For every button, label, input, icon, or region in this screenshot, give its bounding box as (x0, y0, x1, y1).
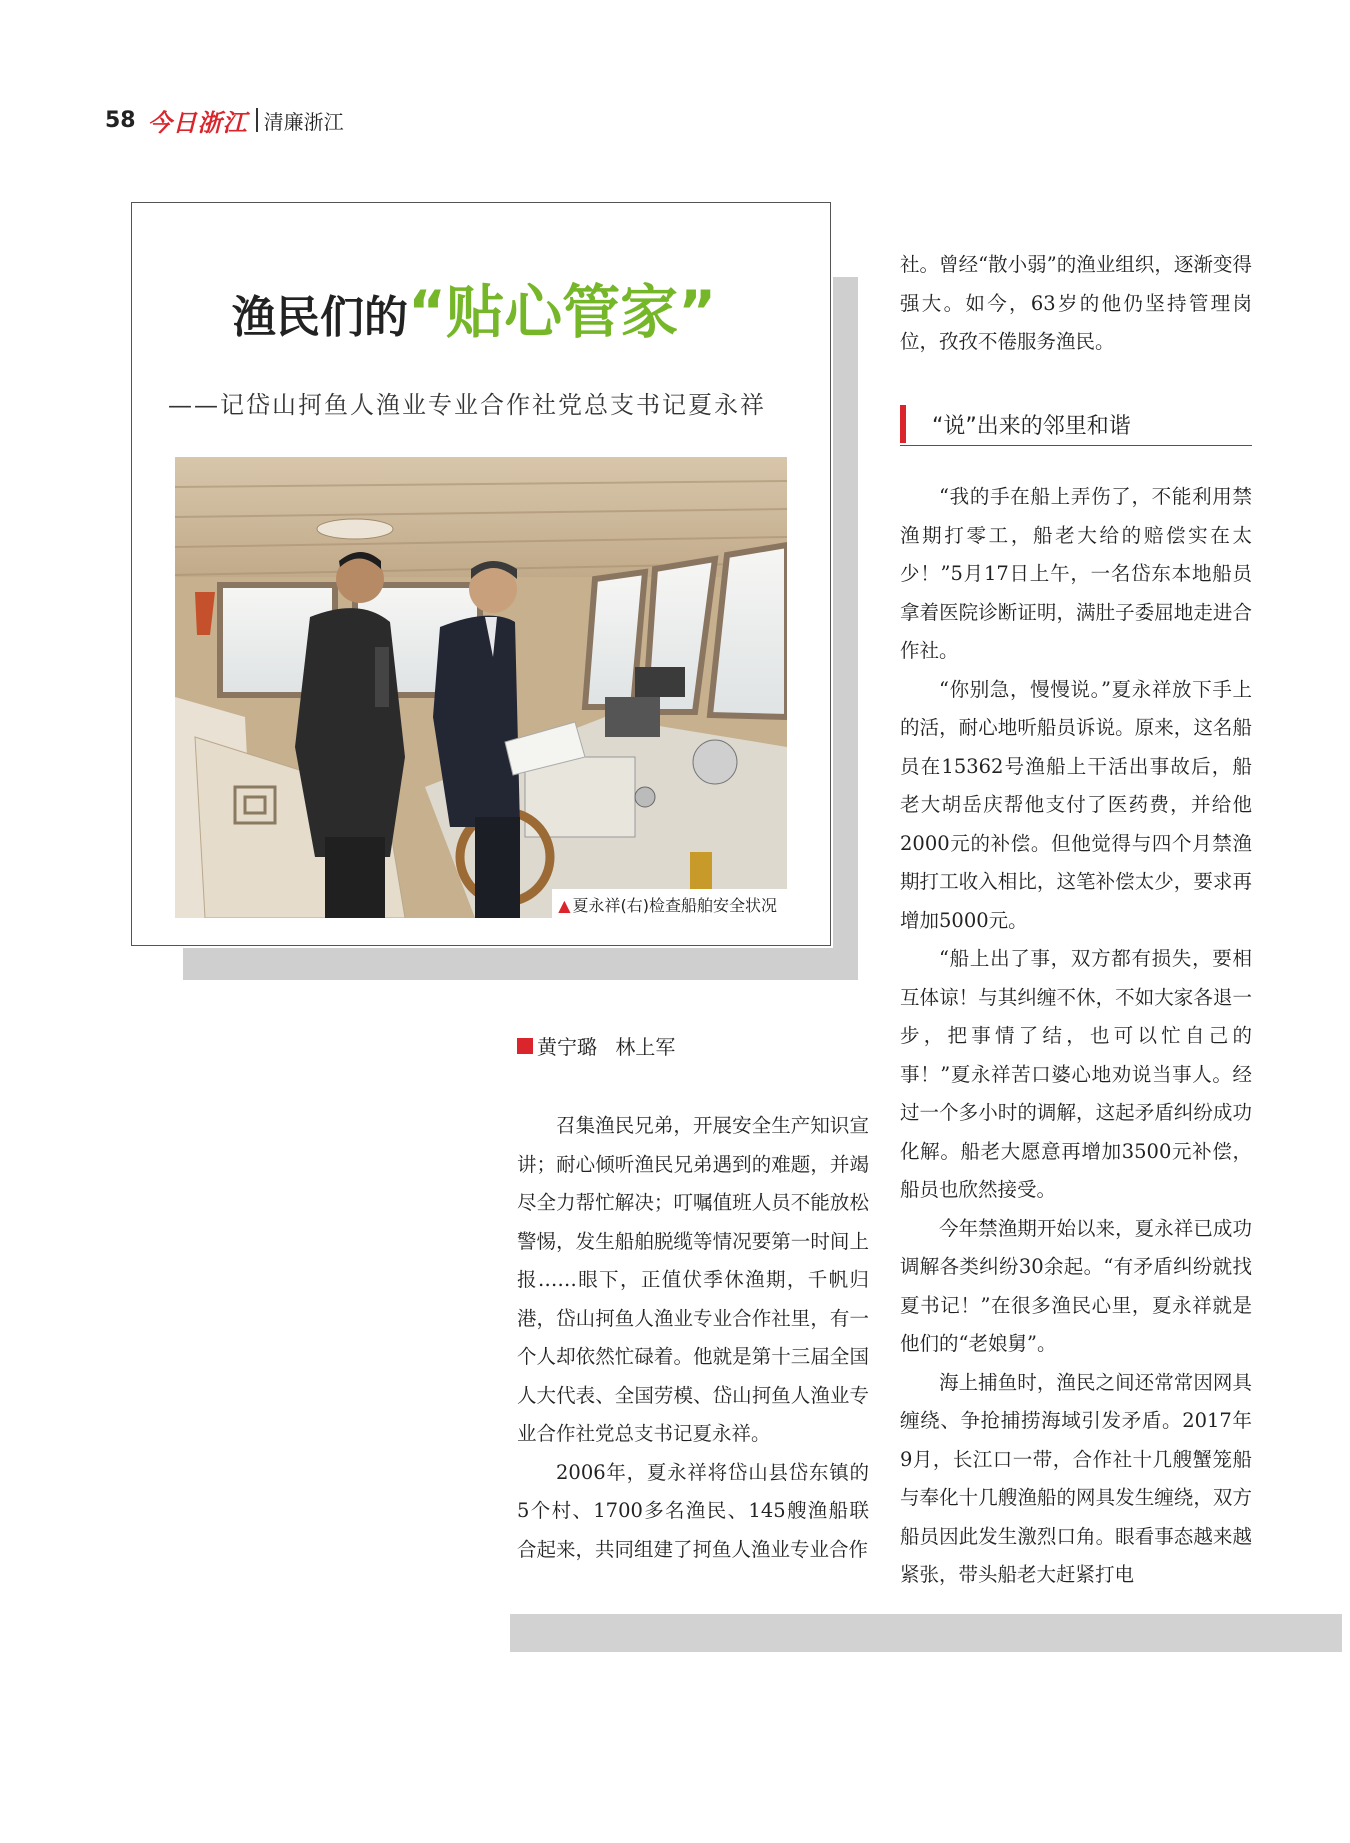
right-text-column-top (900, 246, 1252, 362)
paragraph: “你别急，慢慢说。”夏永祥放下手上的活，耐心地听船员诉说。原来，这名船员在15362号渔船上干活出事故后，船老大胡岳庆帮他支付了医药费，并给他2000元的补偿。但他觉得与四个月禁渔期打工收入相比，这笔补偿太少，要求再增加5000元。 (900, 677, 1252, 932)
article-subtitle: ——记岱山抲鱼人渔业专业合作社党总支书记夏永祥 (168, 391, 766, 419)
author-names: 黄宁璐 林上军 (537, 1035, 676, 1059)
title-box-shadow-bottom (183, 948, 858, 980)
red-square-icon (517, 1038, 533, 1054)
paragraph: 海上捕鱼时，渔民之间还常常因网具缠绕、争抢捕捞海域引发矛盾。2017年9月，长江口一带，合作社十几艘蟹笼船与奉化十几艘渔船的网具发生缠绕，双方船员因此发生激烈口角。眼看事态越来越紧张，带头船老大赶紧打电 (900, 1370, 1252, 1586)
title-highlight: “贴心管家” (408, 278, 717, 346)
section-name: 清廉浙江 (263, 109, 344, 134)
triangle-up-icon: ▲ (558, 896, 571, 915)
paragraph: “船上出了事，双方都有损失，要相互体谅！与其纠缠不休，不如大家各退一步，把事情了结，也可以忙自己的事！”夏永祥苦口婆心地劝说当事人。经过一个多小时的调解，这起矛盾纠纷成功化解。船老大愿意再增加3500元补偿，船员也欣然接受。 (900, 947, 1252, 1201)
paragraph: 2006年，夏永祥将岱山县岱东镇的5个村、1700多名渔民、145艘渔船联合起来，共同组建了抲鱼人渔业专业合作 (517, 1460, 869, 1561)
section-subheading (900, 403, 1252, 446)
title-box (131, 202, 831, 946)
title-box-shadow-right (833, 277, 858, 980)
left-text-column (517, 1107, 869, 1569)
ship-bridge-photo-illustration (175, 457, 787, 918)
subheading-red-bar (900, 405, 906, 443)
paragraph: “我的手在船上弄伤了，不能利用禁渔期打零工，船老大给的赔偿实在太少！”5月17日上午，一名岱东本地船员拿着医院诊断证明，满肚子委屈地走进合作社。 (900, 485, 1252, 662)
article-photo (175, 457, 787, 918)
paragraph: 社。曾经“散小弱”的渔业组织，逐渐变得强大。如今，63岁的他仍坚持管理岗位，孜孜不倦服务渔民。 (900, 253, 1252, 353)
paragraph: 今年禁渔期开始以来，夏永祥已成功调解各类纠纷30余起。“有矛盾纠纷就找夏书记！”在很多渔民心里，夏永祥就是他们的“老娘舅”。 (900, 1216, 1252, 1355)
photo-caption-text: 夏永祥(右)检查船舶安全状况 (572, 896, 777, 915)
magazine-logo: 今日浙江 (147, 107, 248, 137)
bottom-decorative-bar (510, 1614, 1342, 1652)
article-byline (517, 1031, 675, 1060)
photo-caption (552, 889, 787, 918)
paragraph: 召集渔民兄弟，开展安全生产知识宣讲；耐心倾听渔民兄弟遇到的难题，并竭尽全力帮忙解决；叮嘱值班人员不能放松警惕，发生船舶脱缆等情况要第一时间上报……眼下，正值伏季休渔期，千帆归港，岱山抲鱼人渔业专业合作社里，有一个人却依然忙碌着。他就是第十三届全国人大代表、全国劳模、岱山抲鱼人渔业专业合作社党总支书记夏永祥。 (517, 1114, 869, 1445)
page-header (105, 104, 344, 136)
article-title (232, 265, 792, 349)
subheading-text: “说”出来的邻里和谐 (932, 413, 1131, 439)
title-prefix: 渔民们的 (232, 292, 408, 343)
page-number: 58 (105, 107, 136, 133)
right-text-column (900, 478, 1252, 1595)
header-divider (256, 108, 258, 132)
